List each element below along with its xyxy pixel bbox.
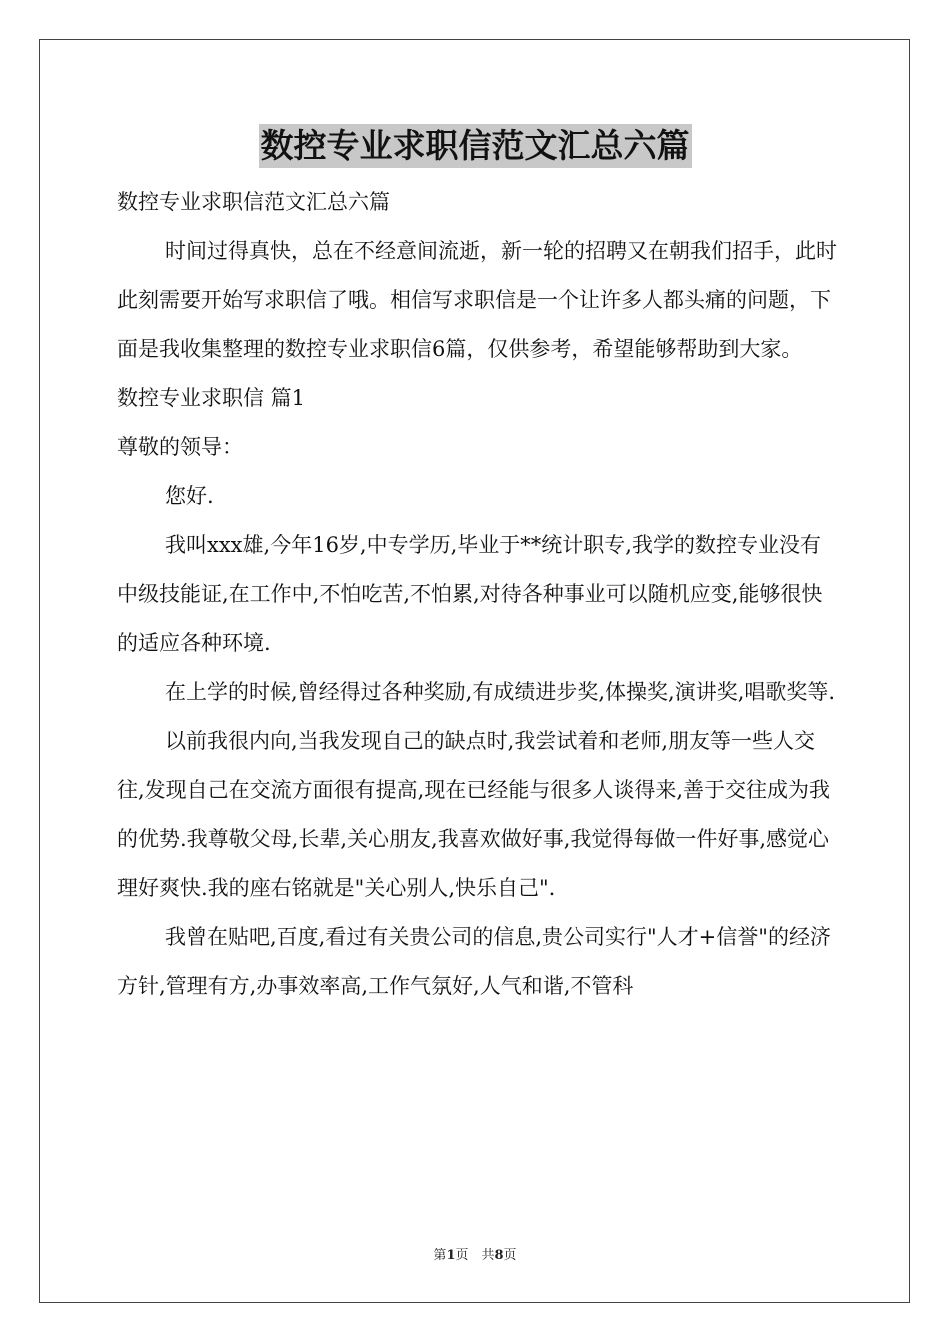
- paragraph: 数控专业求职信范文汇总六篇: [117, 190, 390, 214]
- footer-page-total: 8: [494, 1248, 504, 1263]
- paragraph: 我曾在贴吧,百度,看过有关贵公司的信息,贵公司实行"人才+信誉"的经济方针,管理有方,办事效率高,工作气氛好,人气和谐,不管科: [117, 925, 831, 998]
- paragraph: 我叫xxx雄,今年16岁,中专学历,毕业于**统计职专,我学的数控专业没有中级技能证,在工作中,不怕吃苦,不怕累,对待各种事业可以随机应变,能够很快的适应各种环境.: [117, 533, 823, 655]
- paragraph: 以前我很内向,当我发现自己的缺点时,我尝试着和老师,朋友等一些人交往,发现自己在交流方面很有提高,现在已经能与很多人谈得来,善于交往成为我的优势.我尊敬父母,长辈,关心朋友,我喜欢做好事,我觉得每做一件好事,感觉心理好爽快.我的座右铭就是"关心别人,快乐自己".: [117, 729, 831, 900]
- document-title: 数控专业求职信范文汇总六篇: [259, 124, 692, 168]
- document-body: [117, 178, 839, 1011]
- page-footer: [0, 1244, 950, 1263]
- footer-mid: 页 共: [455, 1248, 495, 1263]
- greeting: 您好.: [165, 484, 214, 508]
- section-heading: 数控专业求职信 篇1: [117, 386, 306, 410]
- title-wrap: [0, 124, 950, 168]
- paragraph: 时间过得真快，总在不经意间流逝，新一轮的招聘又在朝我们招手，此时此刻需要开始写求职信了哦。相信写求职信是一个让许多人都头痛的问题，下面是我收集整理的数控专业求职信6篇，仅供参考，希望能够帮助到大家。: [117, 239, 837, 361]
- footer-prefix: 第: [433, 1248, 447, 1263]
- footer-page-number: 1: [446, 1248, 456, 1263]
- paragraph: 在上学的时候,曾经得过各种奖励,有成绩进步奖,体操奖,演讲奖,唱歌奖等.: [165, 680, 836, 704]
- salutation: 尊敬的领导：: [117, 435, 243, 459]
- footer-suffix: 页: [503, 1248, 517, 1263]
